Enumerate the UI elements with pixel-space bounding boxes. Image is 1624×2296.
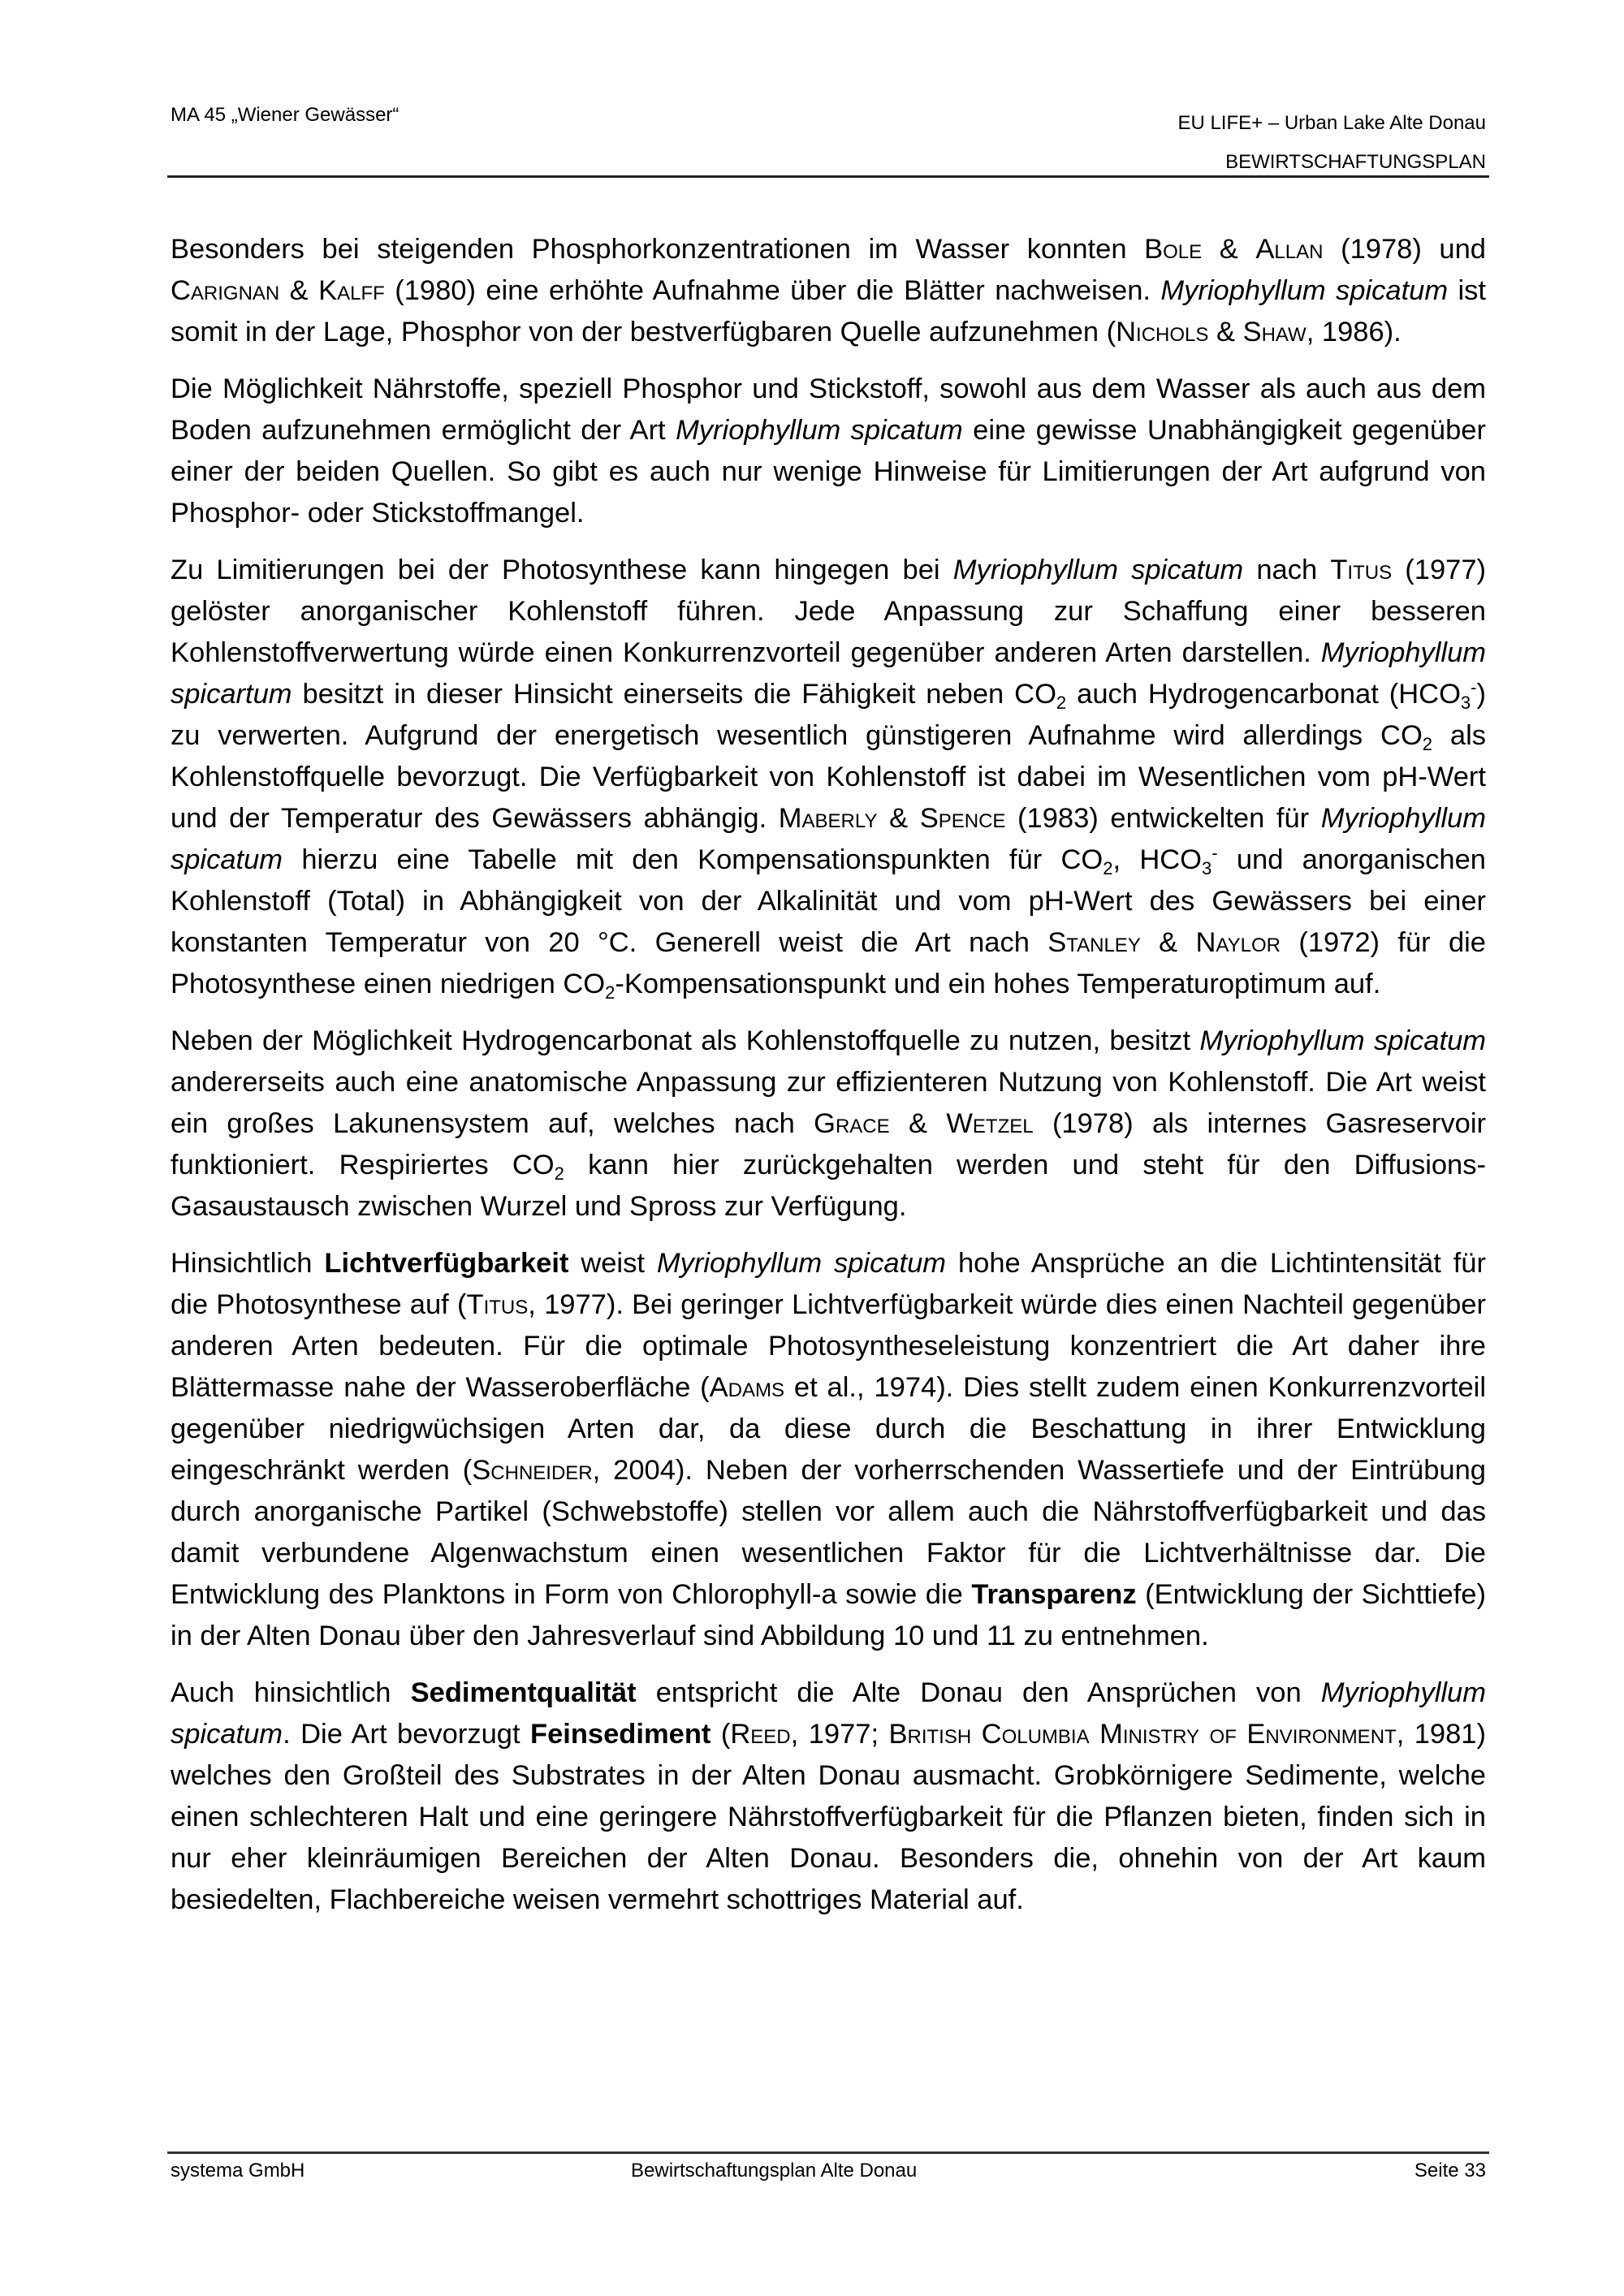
text-run: (1977) gelöster anorganischer Kohlenstoff führen. Jede Anpassung zur Schaffung einer besseren Kohlenstoffverwertung würde einen Konkurrenzvorteil gegenüber anderen Arten darstellen. — [171, 555, 1486, 668]
text-run: -Kompensationspunkt und ein hohes Temperaturoptimum auf. — [615, 969, 1381, 999]
text-run: , 2004). Neben der vorherrschenden Wassertiefe und der Eintrübung durch anorganische Partikel (Schwebstoffe) stellen vor allem auch die Nährstoffverfügbarkeit und das damit verbundene Algenwachstum einen wesentlichen Faktor für die Lichtverhältnisse dar. Die Entwicklung des Planktons in Form von Chlorophyll-a sowie die — [171, 1455, 1486, 1610]
author-citation: Stanley — [1047, 927, 1141, 958]
text-run: & — [877, 803, 920, 834]
text-run: (1972) für die Photosynthese einen niedrigen CO — [171, 927, 1486, 999]
text-run: & — [279, 275, 319, 306]
author-citation: Bole — [1144, 234, 1203, 265]
text-run: besitzt in dieser Hinsicht einerseits die Fähigkeit neben CO — [292, 679, 1056, 710]
author-citation: Titus — [466, 1289, 529, 1320]
text-run: (Entwicklung der Sichttiefe) in der Alten Donau über den Jahresverlauf sind Abbildung 10 und 11 zu entnehmen. — [171, 1579, 1486, 1651]
author-citation: Adams — [709, 1372, 785, 1403]
header-organization: MA 45 „Wiener Gewässer“ — [171, 104, 400, 126]
emphasis: Transparenz — [971, 1579, 1137, 1610]
document-body — [171, 229, 1486, 1936]
text-run: & — [1202, 234, 1256, 265]
text-run: 2 — [1056, 693, 1067, 713]
text-run: entspricht die Alte Donau den Ansprüchen von — [636, 1677, 1321, 1708]
text-run: auch Hydrogencarbonat (HCO — [1066, 679, 1461, 710]
paragraph — [171, 1672, 1486, 1921]
text-run: 2 — [1422, 734, 1433, 754]
text-run: Zu Limitierungen bei der Photosynthese kann hingegen bei — [171, 555, 953, 585]
text-run: weist — [568, 1248, 657, 1279]
text-run: Besonders bei steigenden Phosphorkonzentrationen im Wasser konnten — [171, 234, 1145, 265]
text-run: - — [1212, 843, 1218, 863]
species-name: Myriophyllum spicatum — [1199, 1025, 1486, 1056]
author-citation: Spence — [919, 803, 1006, 834]
text-run: , 1977). Bei geringer Lichtverfügbarkeit würde dies einen Nachteil gegenüber anderen Arten bedeuten. Für die optimale Photosyntheseleistung konzentriert die Art daher ihre Blättermasse nahe der Wasseroberfläche ( — [171, 1289, 1486, 1403]
emphasis: Sedimentqualität — [410, 1677, 637, 1708]
text-run: (1980) eine erhöhte Aufnahme über die Blätter nachweisen. — [384, 275, 1161, 306]
author-citation: Allan — [1255, 234, 1324, 265]
paragraph — [171, 229, 1486, 353]
footer-divider — [167, 2151, 1489, 2154]
paragraph — [171, 369, 1486, 534]
author-citation: Titus — [1330, 555, 1393, 585]
text-run: 2 — [554, 1163, 564, 1184]
text-run: eine gewisse Unabhängigkeit gegenüber einer der beiden Quellen. So gibt es auch nur wenige Hinweise für Limitierungen der Art aufgrund von Phosphor- oder Stickstoffmangel. — [171, 415, 1486, 529]
text-run: hohe Ansprüche an die Lichtintensität für die Photosynthese auf ( — [171, 1248, 1486, 1320]
author-citation: Naylor — [1195, 927, 1281, 958]
text-run: & — [1140, 927, 1196, 958]
text-run: et al., 1974). Dies stellt zudem einen Konkurrenzvorteil gegenüber niedrigwüchsigen Arten dar, da diese durch die Beschattung in ihrer Entwicklung eingeschränkt werden ( — [171, 1372, 1486, 1486]
species-name: Myriophyllum spicatum — [171, 803, 1486, 875]
text-run: 2 — [605, 982, 615, 1003]
text-run: , HCO — [1112, 844, 1202, 875]
footer-page-number: Seite 33 — [1414, 2160, 1486, 2182]
species-name: Myriophyllum spicatum — [1160, 275, 1449, 306]
author-citation: British Columbia Ministry of Environment — [888, 1719, 1397, 1750]
text-run: hierzu eine Tabelle mit den Kompensationspunkten für CO — [283, 844, 1104, 875]
header-project-title: EU LIFE+ – Urban Lake Alte Donau — [1177, 112, 1486, 134]
species-name: Myriophyllum spicatum — [656, 1248, 947, 1279]
header-divider — [167, 175, 1489, 178]
text-run: kann hier zurückgehalten werden und steht für den Diffusions-Gasaustausch zwischen Wurzel und Spross zur Verfügung. — [171, 1150, 1486, 1222]
text-run: & — [1208, 317, 1243, 347]
author-citation: Reed — [730, 1719, 791, 1750]
species-name: Myriophyllum spicatum — [952, 555, 1244, 585]
text-run: , 1977; — [790, 1719, 889, 1750]
species-name: Myriophyllum spicatum — [171, 1677, 1486, 1750]
text-run: Auch hinsichtlich — [171, 1677, 411, 1708]
text-run: 3 — [1460, 693, 1471, 713]
text-run: & — [889, 1108, 947, 1139]
text-run: ) zu verwerten. Aufgrund der energetisch wesentlich günstigeren Aufnahme wird allerdings CO — [171, 679, 1486, 751]
text-run: 2 — [1103, 858, 1113, 878]
text-run: ist somit in der Lage, Phosphor von der bestverfügbaren Quelle aufzunehmen ( — [171, 275, 1486, 347]
species-name: Myriophyllum spicartum — [171, 637, 1486, 710]
text-run: , 1981) welches den Großteil des Substrates in der Alten Donau ausmacht. Grobkörnigere Sedimente, welche einen schlechteren Halt und eine geringere Nährstoffverfügbarkeit für die Pflanzen bieten, finden sich in nur eher kleinräumigen Bereichen der Alten Donau. Besonders die, ohnehin von der Art kaum besiedelten, Flachbereiche weisen vermehrt schottriges Material auf. — [171, 1719, 1486, 1915]
text-run: 3 — [1201, 858, 1212, 878]
author-citation: Shaw — [1242, 317, 1307, 347]
text-run: als Kohlenstoffquelle bevorzugt. Die Verfügbarkeit von Kohlenstoff ist dabei im Wesentlichen vom pH-Wert und der Temperatur des Gewässers abhängig. — [171, 720, 1487, 834]
paragraph — [171, 1021, 1486, 1228]
author-citation: Wetzel — [946, 1108, 1034, 1139]
text-run: (1983) entwickelten für — [1005, 803, 1321, 834]
text-run: - — [1471, 677, 1477, 697]
emphasis: Lichtverfügbarkeit — [324, 1248, 569, 1279]
footer-company: systema GmbH — [171, 2160, 305, 2182]
text-run: (1978) und — [1323, 234, 1486, 265]
header-project — [1177, 104, 1486, 182]
author-citation: Schneider — [472, 1455, 593, 1486]
author-citation: Kalff — [318, 275, 385, 306]
paragraph — [171, 1243, 1486, 1657]
header-document-type: BEWIRTSCHAFTUNGSPLAN — [1225, 151, 1486, 173]
author-citation: Nichols — [1116, 317, 1209, 347]
text-run: und anorganischen Kohlenstoff (Total) in Abhängigkeit von der Alkalinität und vom pH-Wert des Gewässers bei einer konstanten Temperatur von 20 °C. Generell weist die Art nach — [171, 844, 1486, 958]
text-run: (1978) als internes Gasreservoir funktioniert. Respiriertes CO — [171, 1108, 1487, 1180]
text-run: , 1986). — [1306, 317, 1402, 347]
text-run: nach — [1243, 555, 1331, 585]
paragraph — [171, 550, 1486, 1005]
text-run: Neben der Möglichkeit Hydrogencarbonat als Kohlenstoffquelle zu nutzen, besitzt — [171, 1025, 1200, 1056]
text-run: Die Möglichkeit Nährstoffe, speziell Phosphor und Stickstoff, sowohl aus dem Wasser als auch aus dem Boden aufzunehmen ermöglicht der Art — [171, 373, 1486, 446]
author-citation: Grace — [814, 1108, 890, 1139]
text-run: ( — [710, 1719, 731, 1750]
emphasis: Feinsediment — [530, 1719, 711, 1750]
footer-document-title: Bewirtschaftungsplan Alte Donau — [631, 2160, 918, 2182]
text-run: Hinsichtlich — [171, 1248, 325, 1279]
author-citation: Maberly — [778, 803, 878, 834]
author-citation: Carignan — [171, 275, 280, 306]
text-run: andererseits auch eine anatomische Anpassung zur effizienteren Nutzung von Kohlenstoff. Die Art weist ein großes Lakunensystem auf, welches nach — [171, 1067, 1486, 1139]
text-run: . Die Art bevorzugt — [283, 1719, 531, 1750]
species-name: Myriophyllum spicatum — [676, 415, 963, 446]
